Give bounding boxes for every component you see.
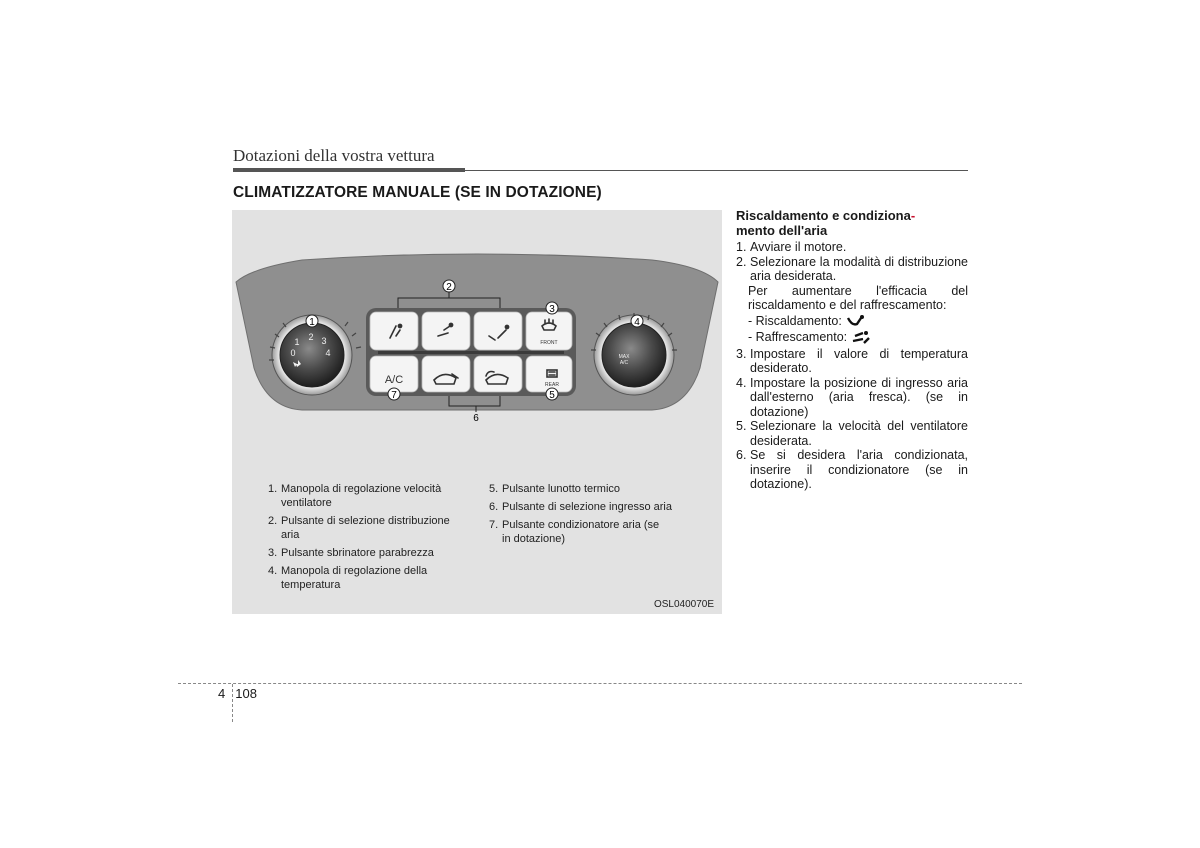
legend-item: 2. Pulsante di selezione distribuzione aria [268, 515, 450, 541]
section-title: CLIMATIZZATORE MANUALE (SE IN DOTAZIONE) [233, 184, 602, 201]
legend-item: 1. Manopola di regolazione velocità ventilatore [268, 483, 442, 509]
fan-speed-1: 1 [294, 337, 300, 347]
step-2: 2. Selezionare la modalità di distribuzione aria desiderata. [736, 254, 968, 283]
legend-item: 6. Pulsante di selezione ingresso aria [489, 501, 672, 513]
fan-speed-3: 3 [321, 336, 327, 346]
legend-left [268, 482, 459, 596]
subsection-title: Riscaldamento e condiziona- mento dell'aria [736, 208, 916, 238]
legend-item: 5. Pulsante lunotto termico [489, 483, 621, 495]
heating-line: - Riscaldamento: [736, 314, 968, 329]
cooling-line: - Raffrescamento: [736, 330, 968, 345]
callout-6: 6 [473, 413, 479, 424]
figure-code: OSL040070E [653, 599, 714, 610]
fan-speed-4: 4 [325, 348, 331, 358]
climate-control-figure [232, 210, 722, 614]
footer-rule [178, 683, 1022, 684]
callout-1: 1 [309, 317, 315, 328]
fan-speed-0: 0 [290, 348, 296, 358]
callout-2: 2 [446, 282, 452, 293]
running-header: Dotazioni della vostra vettura [233, 146, 435, 165]
rear-label: REAR [545, 382, 559, 388]
max-ac-label: A/C [619, 360, 629, 366]
header-rule-thin [465, 170, 968, 171]
legend-right [489, 482, 680, 550]
callout-4: 4 [634, 317, 640, 328]
floor-vent-icon [846, 314, 866, 328]
step-6: 6. Se si desidera l'aria condizionata, inserire il condizionatore (se in dotazione). [736, 448, 968, 491]
callout-7: 7 [391, 390, 397, 401]
step-3: 3. Impostare il valore di temperatura desiderato. [736, 346, 968, 375]
instructions-column [736, 208, 968, 492]
max-label: MAX [618, 354, 630, 360]
mode-button-mixed [474, 312, 522, 350]
front-label: FRONT [540, 340, 558, 346]
step-4: 4. Impostare la posizione di ingresso aria dall'esterno (aria fresca). (se in dotazione) [736, 375, 968, 419]
step-5: 5. Selezionare la velocità del ventilatore desiderata. [736, 419, 968, 448]
callout-5: 5 [549, 390, 555, 401]
fan-speed-2: 2 [308, 332, 314, 342]
step-1: 1. Avviare il motore. [736, 240, 847, 254]
temp-knob [602, 323, 666, 387]
step-2-note: Per aumentare l'efficacia del riscaldamento e del raffrescamento: [748, 283, 968, 312]
page-number: 4 108 [218, 686, 257, 701]
face-vent-icon [851, 330, 871, 344]
header-rule-thick [233, 168, 465, 172]
ac-button-label: A/C [384, 374, 404, 386]
legend-item: 3. Pulsante sbrinatore parabrezza [268, 547, 434, 559]
legend-item: 7. Pulsante condizionatore aria (se in dotazione) [489, 519, 660, 545]
legend-item: 4. Manopola di regolazione della temperatura [268, 565, 428, 591]
callout-3: 3 [549, 304, 555, 315]
mode-button-floor-face [422, 312, 470, 350]
